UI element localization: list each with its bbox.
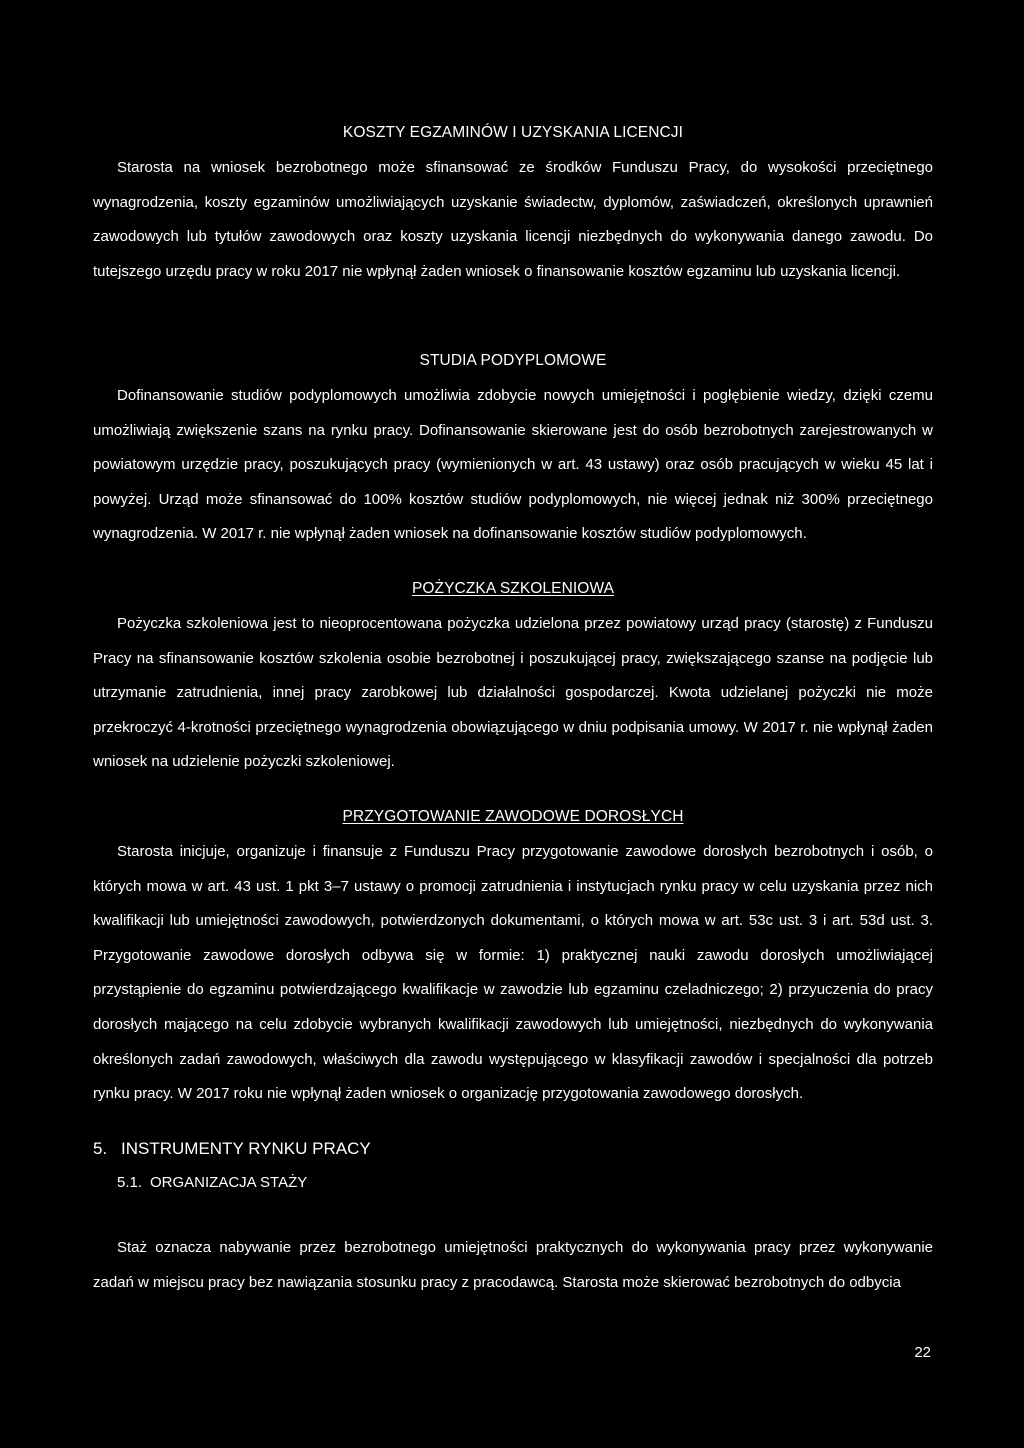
subchapter-title: ORGANIZACJA STAŻY	[150, 1174, 308, 1191]
section-studia	[93, 352, 933, 552]
section-title	[93, 808, 933, 826]
subchapter-number: 5.1.	[117, 1174, 143, 1191]
section-title	[93, 580, 933, 598]
section-body: Dofinansowanie studiów podyplomowych umożliwia zdobycie nowych umiejętności i pogłębienie wiedzy, dzięki czemu umożliwiają zwiększenie szans na rynku pracy. Dofinansowanie skierowane jest do osób bezrobotnych zarejestrowanych w powiatowym urzędzie pracy, poszukujących pracy (wymienionych w art. 43 ustawy) oraz osób pracujących w wieku 45 lat i powyżej. Urząd może sfinansować do 100% kosztów studiów podyplomowych, nie więcej jednak niż 300% przeciętnego wynagrodzenia. W 2017 r. nie wpłynął żaden wniosek na dofinansowanie kosztów studiów podyplomowych.	[93, 387, 933, 543]
section-body: Starosta inicjuje, organizuje i finansuje z Funduszu Pracy przygotowanie zawodowe dorosłych bezrobotnych i osób, o których mowa w art. 43 ust. 1 pkt 3–7 ustawy o promocji zatrudnienia i instytucjach rynku pracy w celu uzyskania przez nich kwalifikacji lub umiejętności zawodowych, potwierdzonych dokumentami, o których mowa w art. 53c ust. 3 i art. 53d ust. 3. Przygotowanie zawodowe dorosłych odbywa się w formie: 1) praktycznej nauki zawodu dorosłych umożliwiającej przystąpienie do egzaminu potwierdzającego kwalifikacje w zawodzie lub egzaminu czeladniczego; 2) przyuczenia do pracy dorosłych mającego na celu zdobycie wybranych kwalifikacji zawodowych lub umiejętności, niezbędnych do wykonywania określonych zadań zawodowych, właściwych dla zawodu występującego w klasyfikacji zawodów i specjalności dla potrzeb rynku pracy. W 2017 roku nie wpłynął żaden wniosek o organizację przygotowania zawodowego dorosłych.	[93, 843, 933, 1103]
subchapter-heading	[117, 1174, 307, 1191]
section-staze	[93, 1231, 933, 1300]
section-body: Staż oznacza nabywanie przez bezrobotnego umiejętności praktycznych do wykonywania pracy przez wykonywanie zadań w miejscu pracy bez nawiązania stosunku pracy z pracodawcą. Starosta może skierować bezrobotnych do odbycia	[93, 1239, 933, 1291]
section-przygotowanie	[93, 808, 933, 1112]
section-body: Pożyczka szkoleniowa jest to nieoprocentowana pożyczka udzielona przez powiatowy urząd pracy (starostę) z Funduszu Pracy na sfinansowanie kosztów szkolenia osobie bezrobotnej i poszukującej pracy, zwiększającego szanse na podjęcie lub utrzymanie zatrudnienia, innej pracy zarobkowej lub działalności gospodarczej. Kwota udzielanej pożyczki nie może przekroczyć 4-krotności przeciętnego wynagrodzenia obowiązującego w dniu podpisania umowy. W 2017 r. nie wpłynął żaden wniosek na udzielenie pożyczki szkoleniowej.	[93, 615, 933, 771]
section-body: Starosta na wniosek bezrobotnego może sfinansować ze środków Funduszu Pracy, do wysokości przeciętnego wynagrodzenia, koszty egzaminów umożliwiających uzyskanie świadectw, dyplomów, zaświadczeń, określonych uprawnień zawodowych lub tytułów zawodowych oraz koszty uzyskania licencji niezbędnych do wykonywania danego zawodu. Do tutejszego urzędu pracy w roku 2017 nie wpłynął żaden wniosek o finansowanie kosztów egzaminu lub uzyskania licencji.	[93, 159, 933, 280]
chapter-heading	[93, 1139, 371, 1159]
chapter-title: INSTRUMENTY RYNKU PRACY	[121, 1139, 371, 1158]
section-title: KOSZTY EGZAMINÓW I UZYSKANIA LICENCJI	[342, 124, 684, 141]
section-koszty	[93, 124, 933, 289]
section-title: STUDIA PODYPLOMOWE	[419, 352, 607, 369]
section-title-text: PRZYGOTOWANIE ZAWODOWE DOROSŁYCH	[342, 808, 684, 825]
chapter-number: 5.	[93, 1139, 108, 1158]
section-pozyczka	[93, 580, 933, 780]
section-title-text: POŻYCZKA SZKOLENIOWA	[411, 580, 615, 597]
page-number: 22	[914, 1344, 931, 1361]
